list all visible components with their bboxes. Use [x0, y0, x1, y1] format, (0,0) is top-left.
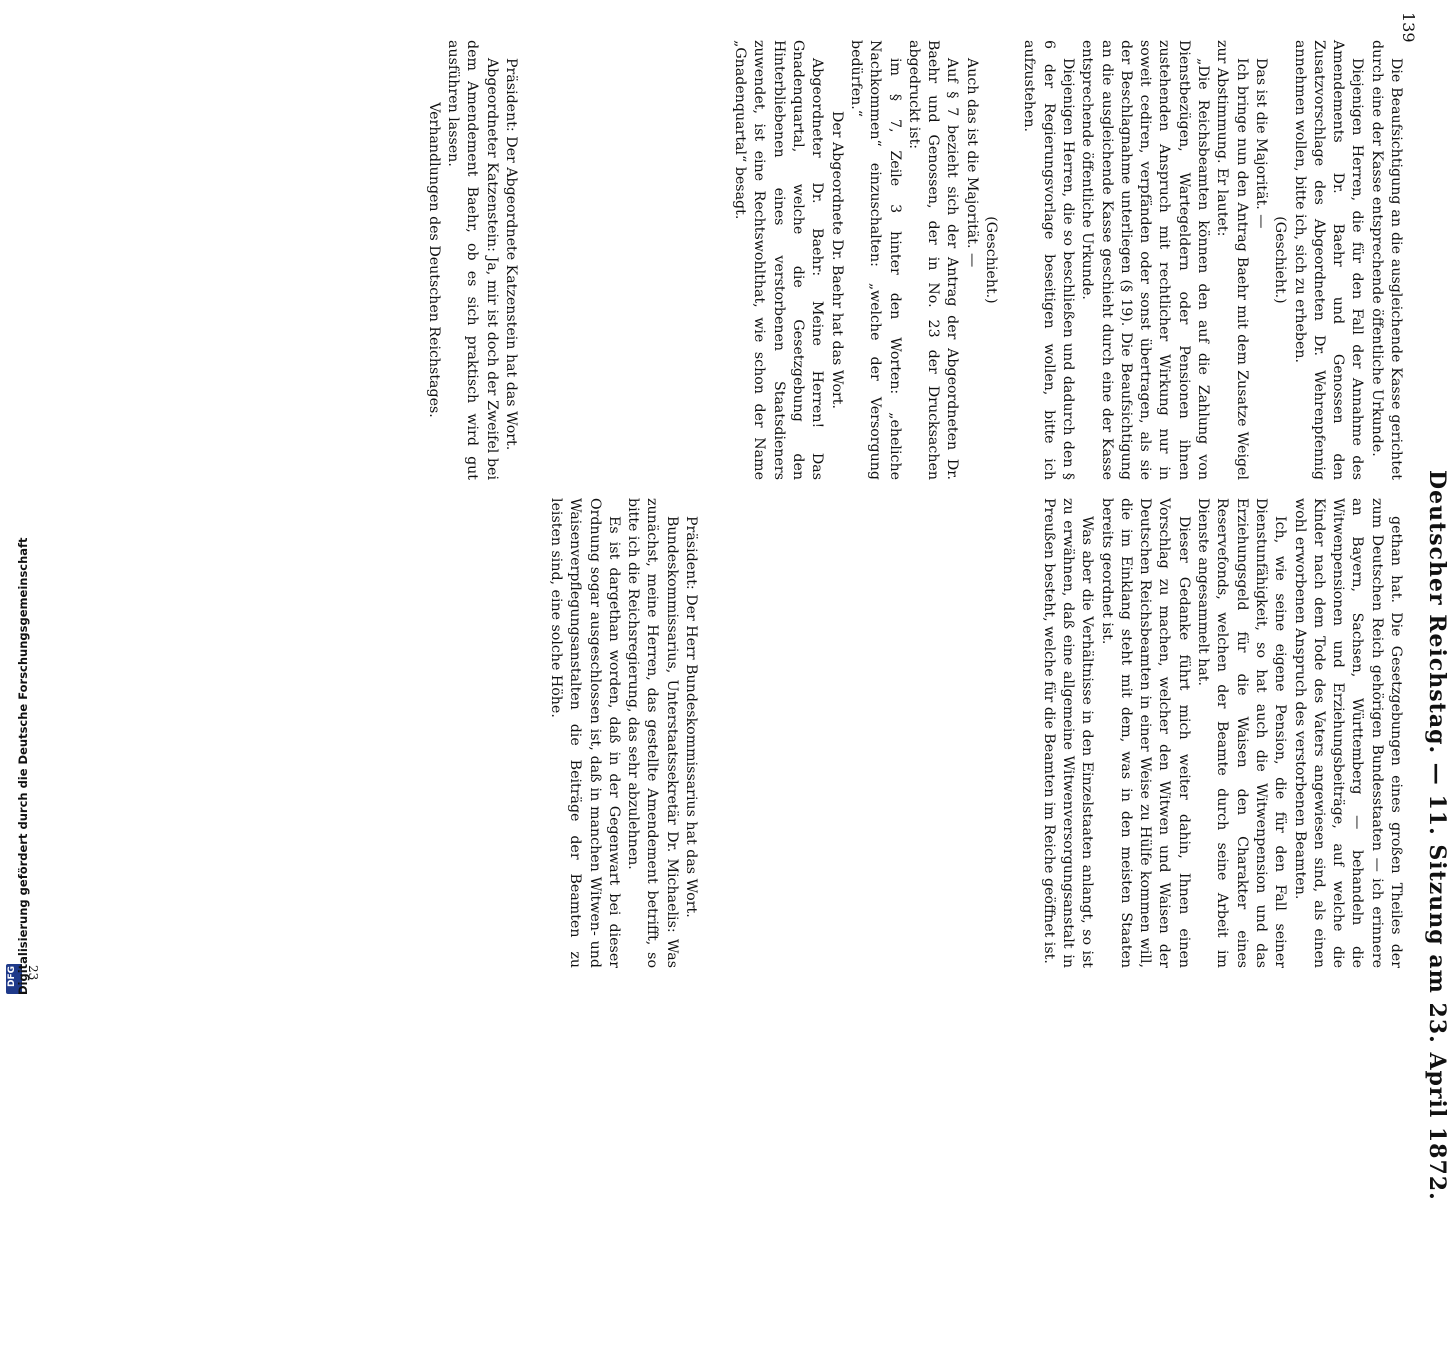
- paragraph: Präsident: Der Abgeordnete Katzenstein hat das Wort.: [503, 58, 519, 451]
- paragraph: Abgeordneter Katzenstein: Ja, mir ist doch der Zweifel bei dem Amendement Baehr, ob es sich praktisch wird gut ausführen lassen.: [445, 40, 500, 480]
- column-left-upper: [1019, 40, 1405, 480]
- paragraph: Es ist dargethan worden, daß in der Gegenwart bei dieser Ordnung sogar ausgeschlossen ist, daß in manchen Witwen- und Waisenverpflegungsanstalten die Beiträge der Beamten zu leisten sind, eine solche Höhe.: [547, 498, 622, 968]
- paragraph: Abgeordneter Dr. Baehr: Meine Herren! Das Gnadenquartal, welche die Gesetzgebung den Hinterbliebenen eines verstorbenen Staatsdieners zuwendet, ist eine Rechtswohlthat, wie schon der Name „Gnadenquartal“ besagt.: [732, 40, 826, 480]
- paragraph: Was aber die Verhältnisse in den Einzelstaaten anlangt, so ist zu erwähnen, daß eine allgemeine Witwenversorgungsanstalt in Preußen besteht, welche für die Beamten im Reiche geöffnet ist.: [1040, 498, 1096, 968]
- paragraph: Auf § 7 bezieht sich der Antrag der Abgeordneten Dr. Baehr und Genossen, der in No. 23 der Drucksachen abgedruckt ist:: [905, 40, 961, 480]
- running-head: Deutscher Reichstag. — 11. Sitzung am 23. April 1872.: [1424, 470, 1450, 1201]
- paragraph: Diejenigen Herren, die so beschließen und dadurch den § 6 der Regierungsvorlage beseitigen wollen, bitte ich aufzustehen.: [1021, 40, 1076, 480]
- paragraph: Das ist die Majorität. —: [1252, 58, 1269, 229]
- digitisation-sidebar: [0, 0, 30, 1000]
- paragraph: Bundeskommissarius, Unterstaatssekretär Dr. Michaelis: Was zunächst, meine Herren, das gestellte Amendement betrifft, so bitte ich die Reichsregierung, das sehr abzulehnen.: [625, 498, 680, 968]
- stage-direction: (Geschieht.): [1272, 216, 1289, 304]
- paragraph: im § 7, Zeile 3 hinter den Worten: „eheliche Nachkommen“ einzuschalten: „welche der Versorgung bedürfen.“: [847, 40, 903, 480]
- paragraph: Der Abgeordnete Dr. Baehr hat das Wort.: [828, 110, 845, 410]
- page-number: 139: [1399, 12, 1418, 43]
- paragraph: Ich, wie seine eigene Pension, die für den Fall seiner Dienstunfähigkeit, so hat auch die Witwenpension und das Erziehungsgeld für die Waisen den Charakter eines Reservefonds, welchen der Beamte durch seine Arbeit im Dienste angesammelt hat.: [1195, 498, 1289, 968]
- dfg-logo: DFG: [6, 964, 22, 994]
- folio-signature: 23: [26, 965, 40, 981]
- column-right-lower: [546, 498, 700, 968]
- paragraph: Präsident: Der Herr Bundeskommissarius hat das Wort.: [683, 516, 699, 918]
- paragraph: „Die Reichsbeamten können den auf die Zahlung von Dienstbezügen, Wartegeldern oder Pensionen ihnen zustehenden Anspruch mit rechtlicher Wirkung nur in soweit cediren, verpfänden oder sonst übertragen, als sie der Beschlagnahme unterliegen (§ 19). Die Beaufsichtigung an die ausgleichende Kasse geschieht durch eine der Kasse entsprechende öffentliche Urkunde.: [1079, 40, 1212, 480]
- paragraph: Ich bringe nun den Antrag Baehr mit dem Zusatze Weigel zur Abstimmung. Er lautet:: [1214, 40, 1250, 480]
- paragraph: Die Beaufsichtigung an die ausgleichende Kasse gerichtet durch eine der Kasse entsprechende öffentliche Urkunde.: [1368, 40, 1404, 480]
- column-right-upper: [1038, 498, 1405, 968]
- page-footer: Verhandlungen des Deutschen Reichstages.: [425, 102, 442, 418]
- column-left-middle: [730, 40, 1000, 480]
- column-left-lower: [424, 40, 520, 480]
- paragraph: gethan hat. Die Gesetzgebungen eines großen Theiles der zum Deutschen Reich gehörigen Bundesstaaten — ich erinnere an Bayern, Sachsen, Württemberg — behandeln die Witwenpensionen und Erziehungsbeiträge, auf welche die Kinder nach dem Tode des Vaters angewiesen sind, als einen wohl erworbenen Anspruch des verstorbenen Beamten.: [1291, 498, 1404, 968]
- digitisation-credit: Digitalisierung gefördert durch die Deutsche Forschungsgemeinschaft: [16, 537, 30, 995]
- paragraph: Diejenigen Herren, die für den Fall der Annahme des Amendements Dr. Baehr und Genossen den Zusatzvorschlage des Abgeordneten Dr. Wehrenpfennig annehmen wollen, bitte ich, sich zu erheben.: [1291, 40, 1366, 480]
- paragraph: Dieser Gedanke führt mich weiter dahin, Ihnen einen Vorschlag zu machen, welcher den Witwen und Waisen der Deutschen Reichsbeamten in einer Weise zu Hülfe kommen will, die im Einklang steht mit dem, was in den meisten Staaten bereits geordnet ist.: [1098, 498, 1192, 968]
- stage-direction: (Geschieht.): [983, 216, 999, 304]
- paragraph: Auch das ist die Majorität. —: [963, 58, 980, 268]
